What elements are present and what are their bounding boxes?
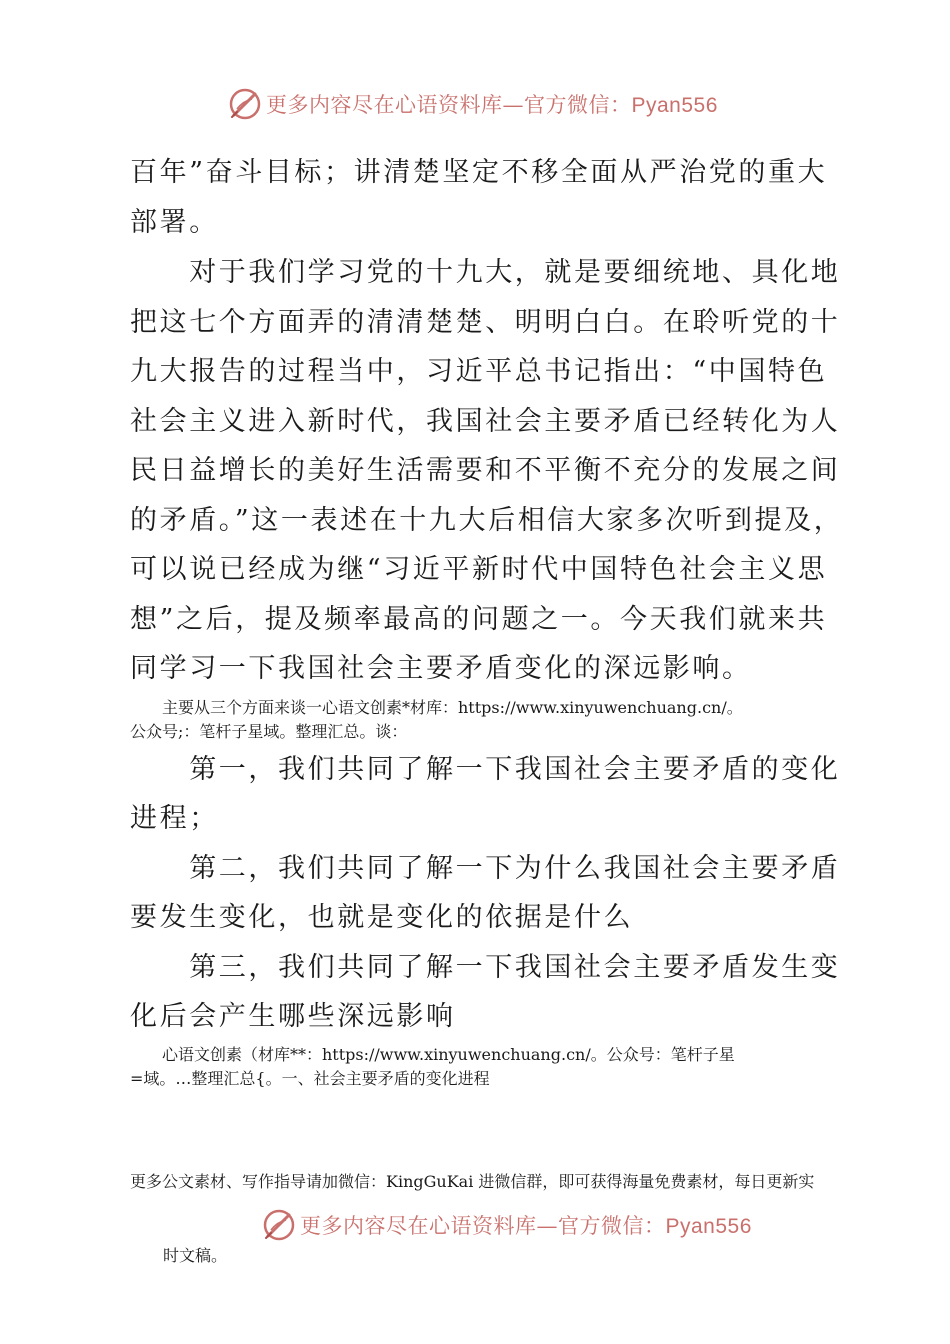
pen-logo-icon <box>262 1208 296 1242</box>
header-banner <box>0 84 950 124</box>
paragraph-line: 要发生变化，也就是变化的依据是什么 <box>130 902 634 933</box>
paragraph-line: 化后会产生哪些深远影响 <box>130 1001 456 1032</box>
paragraph-line: 第三，我们共同了解一下我国社会主要矛盾发生变 <box>130 952 841 983</box>
paragraph-line: 的矛盾。”这一表述在十九大后相信大家多次听到提及， <box>130 505 844 536</box>
note-line: 公众号;：笔杆子星域。整理汇总。谈： <box>130 722 408 741</box>
paragraph-line: 民日益增长的美好生活需要和不平衡不充分的发展之间 <box>130 455 841 486</box>
paragraph-line: 想”之后，提及频率最高的问题之一。今天我们就来共 <box>130 604 828 635</box>
paragraph-line: 社会主义进入新时代，我国社会主要矛盾已经转化为人 <box>130 406 841 437</box>
paragraph-line: 可以说已经成为继“习近平新时代中国特色社会主义思 <box>130 554 828 585</box>
note-line: 主要从三个方面来谈一心语文创素*材库：https://www.xinyuwenchuang.cn/。 <box>130 698 743 717</box>
paragraph-line: 第一，我们共同了解一下我国社会主要矛盾的变化 <box>130 754 841 785</box>
footer-banner <box>0 1206 950 1246</box>
paragraph-line: 九大报告的过程当中，习近平总书记指出：“中国特色 <box>130 356 828 387</box>
header-banner-text: 更多内容尽在心语资料库—官方微信：Pyan556 <box>266 93 718 117</box>
paragraph-line: 同学习一下我国社会主要矛盾变化的深远影响。 <box>130 653 752 684</box>
footer-banner-text: 更多内容尽在心语资料库—官方微信：Pyan556 <box>300 1214 752 1238</box>
paragraph-line: 部署。 <box>130 207 219 238</box>
footer-note-line: 更多公文素材、写作指导请加微信：KingGuKai 进微信群，即可获得海量免费素材，每日更新实 <box>130 1172 815 1191</box>
note-line: 心语文创素（材库**：https://www.xinyuwenchuang.cn/。公众号：笔杆子星 <box>130 1045 735 1064</box>
note-line: =域。…整理汇总{。一、社会主要矛盾的变化进程 <box>130 1069 490 1088</box>
paragraph-line: 百年”奋斗目标；讲清楚坚定不移全面从严治党的重大 <box>130 157 828 188</box>
paragraph-line: 进程； <box>130 803 219 834</box>
footer-note-line: 时文稿。 <box>163 1246 228 1265</box>
paragraph-line: 把这七个方面弄的清清楚楚、明明白白。在聆听党的十 <box>130 307 841 338</box>
paragraph-line: 对于我们学习党的十九大，就是要细统地、具化地 <box>130 257 841 288</box>
pen-logo-icon <box>228 87 262 121</box>
paragraph-line: 第二，我们共同了解一下为什么我国社会主要矛盾 <box>130 853 841 884</box>
